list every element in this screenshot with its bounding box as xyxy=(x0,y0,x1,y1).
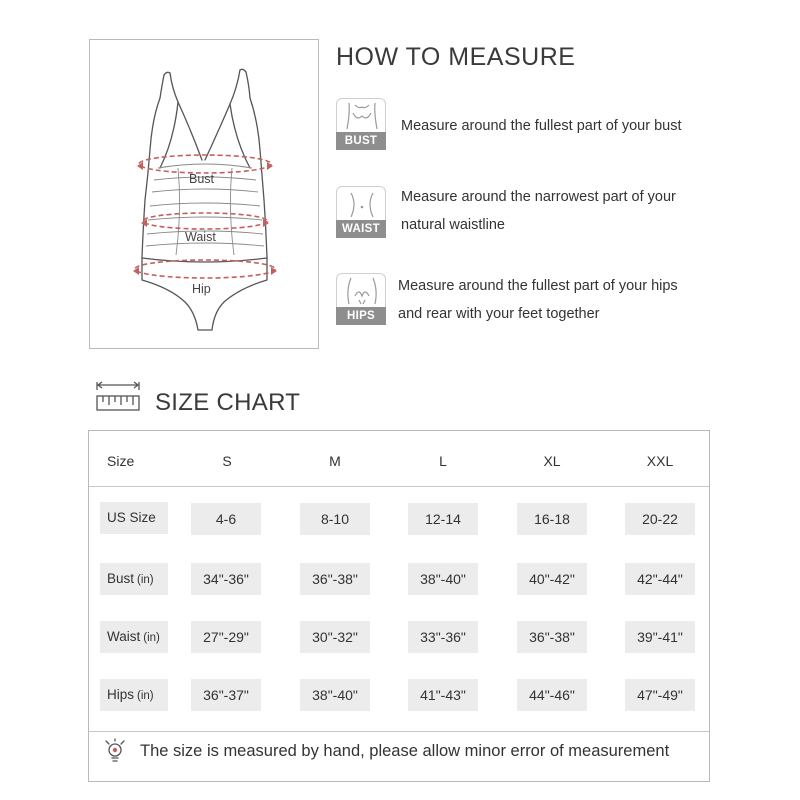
cell-us-size-xl: 16-18 xyxy=(517,503,587,535)
bust-label: Bust xyxy=(189,172,215,186)
hips-instruction-line-1: Measure around the fullest part of your hips xyxy=(398,278,678,294)
header-size-xxl: XXL xyxy=(646,453,674,469)
cell-hips-l: 41"-43" xyxy=(408,679,478,711)
row-label-bust: Bust (in) xyxy=(100,563,168,595)
waist-instruction-line-1: Measure around the narrowest part of your xyxy=(401,189,676,205)
header-size-xl: XL xyxy=(543,453,561,469)
size-chart-title: SIZE CHART xyxy=(155,389,301,416)
swimsuit-drawing-icon xyxy=(90,40,320,350)
measurement-note: The size is measured by hand, please allow minor error of measurement xyxy=(140,742,670,760)
cell-us-size-s: 4-6 xyxy=(191,503,261,535)
cell-waist-xl: 36"-38" xyxy=(517,621,587,653)
hip-label: Hip xyxy=(192,282,211,296)
cell-us-size-m: 8-10 xyxy=(300,503,370,535)
cell-bust-s: 34"-36" xyxy=(191,563,261,595)
hips-badge xyxy=(336,273,386,327)
cell-us-size-l: 12-14 xyxy=(408,503,478,535)
ruler-icon xyxy=(95,381,141,418)
hips-badge-label: HIPS xyxy=(336,307,386,325)
header-size-m: M xyxy=(329,453,341,469)
cell-us-size-xxl: 20-22 xyxy=(625,503,695,535)
cell-hips-xl: 44"-46" xyxy=(517,679,587,711)
size-chart-table xyxy=(88,430,710,782)
waist-badge-label: WAIST xyxy=(336,220,386,238)
cell-bust-m: 36"-38" xyxy=(300,563,370,595)
cell-bust-xxl: 42"-44" xyxy=(625,563,695,595)
waist-badge xyxy=(336,186,386,240)
bust-outline-icon xyxy=(337,99,387,133)
waist-instruction-line-2: natural waistline xyxy=(401,217,505,233)
waist-outline-icon xyxy=(337,187,387,221)
cell-bust-l: 38"-40" xyxy=(408,563,478,595)
row-label-waist: Waist (in) xyxy=(100,621,168,653)
cell-hips-xxl: 47"-49" xyxy=(625,679,695,711)
lightbulb-icon xyxy=(103,738,127,771)
cell-bust-xl: 40"-42" xyxy=(517,563,587,595)
cell-hips-s: 36"-37" xyxy=(191,679,261,711)
cell-waist-xxl: 39"-41" xyxy=(625,621,695,653)
bust-badge-label: BUST xyxy=(336,132,386,150)
how-to-measure-title: HOW TO MEASURE xyxy=(336,43,576,71)
row-label-hips: Hips (in) xyxy=(100,679,168,711)
bust-badge xyxy=(336,98,386,152)
cell-waist-l: 33"-36" xyxy=(408,621,478,653)
hips-outline-icon xyxy=(337,274,387,308)
hips-instruction-line-2: and rear with your feet together xyxy=(398,306,600,322)
cell-hips-m: 38"-40" xyxy=(300,679,370,711)
header-size-l: L xyxy=(439,453,447,469)
row-label-us-size: US Size xyxy=(100,502,168,534)
header-size-s: S xyxy=(222,453,232,469)
swimsuit-illustration xyxy=(89,39,319,349)
waist-label: Waist xyxy=(185,230,216,244)
cell-waist-s: 27"-29" xyxy=(191,621,261,653)
bust-instruction: Measure around the fullest part of your bust xyxy=(401,118,682,134)
footer-divider xyxy=(89,731,709,732)
header-size-label: Size xyxy=(107,453,135,469)
cell-waist-m: 30"-32" xyxy=(300,621,370,653)
header-divider xyxy=(89,486,709,487)
